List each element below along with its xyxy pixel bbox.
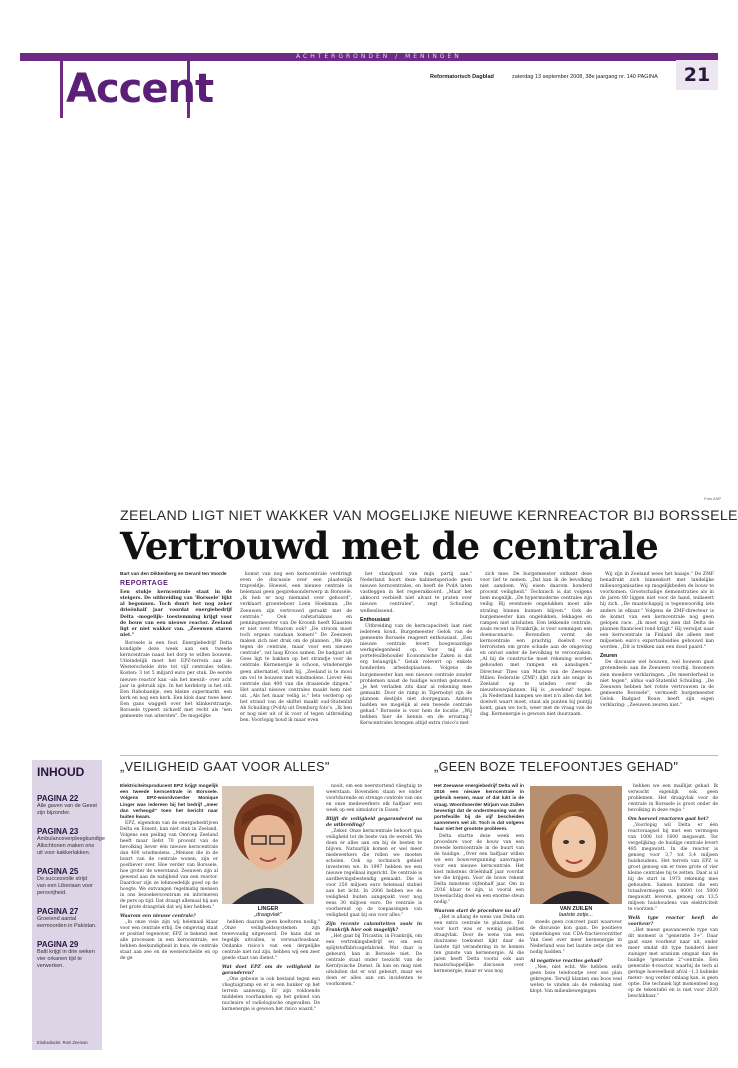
interview2-paragraph: „Nee, niet echt. We hebben zelfs geen boze telefoontje over ons plan gekregen. Terwijl klanten ons boos veel weten te vinden als de rekening niet klopt. Van milieubewegingen — [530, 965, 622, 994]
article-paragraph: komst van nog een kerncentrale verdringt even de discussie over een plaatselijk trapveldje. Hoewel, een nieuwe centrale is helemaal geen gespreksonderwerp in Borssele. „Ik heb er nog niemand over gehoord", verklaart groenteboer Leen Hoekman. „De Zeeuwen zijn vertrouwd geraakt met de centrale." Ook cafetariabaas en penningmeester van De Kroonh heeft Klaasten er niet over. Waarom ook? „De stroom moet toch ergens vandaan komen!" De Zeeuwen maken zich niet druk om de plannen. „We zijn tegen de centrale, maar voor een nieuwe centrale", vat laag Kroos samen. De badgast uit Goes ligt te bakken op het strandje voor de centrale. Kernenergie is schoon, windenergie geen alternatief, vindt hij. „Zeeland is te mooi om vol te bouwen met windmolens. Liever één centrale dan 400 van die draaiende dingen." Het aantal nieuwe centrales maakt hem niet uit. „Als het maar veilig is." Iets verderop op het strand van de skiftet maakt oud-Statenlid Ab Schuiling (PvdA) uit Domburg foto's. „Ik ben er nog niet uit of ik voor of tegen uitbreiding ben. Voorlopig houd ik maar even — [240, 572, 352, 724]
inhoud-sidebar — [32, 760, 105, 1050]
interview1-question: Waarom een nieuwe centrale? — [120, 914, 196, 920]
inhoud-footer: Eindredactie: Roni Zeeman — [37, 1040, 88, 1045]
inhoud-item[interactable] — [37, 940, 97, 970]
van-zuilen-portrait — [530, 786, 622, 904]
interview1-paragraph: „Zeker. Onze kerncentrale behoort qua veiligheid tot de beste van de wereld. We doen er alles aan om bij de besten te blijven. Natuurlijk komen er wel meer medewerkers die rollen we moeten scholen. Ook op technisch gebied investeren we. In 1997 hebben we een nieuwe regelkaal ingericht. De centrale is aardbevingsbestendig gemaakt. Die is voor 250 miljoen euro helemaal stabiel aan het licht. In 2006 hebben we de veiligheid buiten aangepakt voor nog eens 30 miljoen euro. De centrale is voorbereid op de toepassingen van veiligheid gaat bij ons voor alles." — [326, 829, 422, 918]
caption-name: LINGER — [257, 906, 279, 912]
article-paragraph: Borssele is een fout. Energiebedrijf Delta kondigde deze week aan een tweede kerncentrale naast het dorp te willen bouwen. Uiteindelijk moet het EPZ-terrein aan de Westerschelde drie tot vijf centrales tellen. Kosten: 3 tot 5 miljard euro per stuk. De eerste nieuwe reactor kan –als het meezit– over acht jaar in gebruik zijn. In het kerkdorp is het stil. Een Rabobankje, een kleine supermarkt, een kerk en nog een kerk. Een klok daar twee keer. Een gans waggelt over het klinkerstraatje. Borssele typeert zichzelf met recht als "een gemeente van uitersten". De mogelijke — [120, 640, 232, 720]
power-plant-photo — [20, 60, 718, 496]
interview1-question: Zijn recente calamiteiten zoals in Frankrijk hier ook mogelijk? — [326, 922, 422, 933]
interview2-column-1 — [434, 784, 524, 975]
dateline: zaterdag 13 september 2008, 38e jaargang nr. 140 PAGINA — [512, 74, 658, 80]
article-column-4 — [480, 572, 592, 718]
inhoud-item[interactable] — [37, 907, 97, 930]
inhoud-item-text: Ambulanceverpleegkundige Allochtonen maken ons uit voor kakkerlakken. — [37, 836, 105, 856]
interview1-paragraph: „Ons gebouw is ook bestand tegen een vliegtuigramp en er is een bunker op het terrein aanwezig. Er zijn voldoende middelen voorhanden op het gebied van nucleaire of radiologische ongevallen. De kernenergie is gewoon het risico waard." — [222, 977, 320, 1012]
interview2-paragraph: hebben we een maillijst gehad. Ik verwacht eigenlijk ook geen problemen. Het draagvlak voor de centrale in Borssele is groot onder de bevolking in deze regio." — [628, 784, 718, 813]
inhoud-item[interactable] — [37, 794, 97, 817]
article-paragraph: Uitbreiding van de kerncapaciteit laat niet iedereen koud. Burgemeester Gelok van de gemeente Borssele reageert enthousiast. „Een nieuwe centrale levert hoogwaardige werkgelegenheid op. Voor mij als portefeuillehouder Economische Zaken is dat erg belangrijk." Geluk relevert op enkele honderden arbeidsplaatsen. Volgens de burgemeester kan een nieuwe centrale zonder problemen naast de huidige worden gebouwd. „Je het verladen zits daar al rekening mee gemaakt. Door de ramp in Tsjernobyl zijn de plannen destijds niet doorgegaan. Anders hadden we mogelijk al een tweede centrale gehad." Borssele is voor hem de locatie. „Wij hebben hier de kennis en de ervaring." Kerncentrales brengen altijd extra risico's met — [360, 623, 472, 727]
interview2-question: Al negatieve reacties gehad? — [530, 959, 603, 964]
inhoud-item-page: PAGINA 22 — [37, 794, 79, 803]
linger-caption — [222, 906, 314, 918]
subheading-enthousiast: Enthousiast — [360, 616, 390, 623]
subheading-zeuren: Zeuren — [600, 653, 618, 660]
article-column-3 — [360, 572, 472, 727]
caption-quote: laatste zetje... — [559, 912, 593, 918]
interview1-column-1 — [120, 784, 218, 962]
interview2-paragraph: „Het meest geavanceerde type van dit moment is "generatie 3+". Daar gaat onze voorkeur naar uit, onder meer omdat dit type honderd keer zuiniger met uranium omgaat dan de huidige "generatie 2"-centrale. Een generatie 4-reactor, waarbij de tech al geringe hoeveelheid afval –1,3 kubieke meter– nog verder omlaag kan, is geen optie. Die techniek ligt momenteel nog op de tekentafel en is niet voor 2020 beschikbaar." — [628, 928, 718, 999]
article-paragraph: het standpunt van mijn partij aan." Nederland hoort deze kabinetsperiode geen nieuwe kerncentrales, en heeft de PvdA laten vastleggen in het regeerakkoord. „Maar het akkoord verbiedt niet alvast te praten over nieuwe centrales", zegt Schuiling welbeslissend. — [360, 572, 472, 614]
interview1-title: „VEILIGHEID GAAT VOOR ALLES" — [120, 760, 330, 774]
article-column-2 — [240, 572, 352, 724]
inhoud-item-text: Alle gaven van de Geest zijn bijzonder. — [37, 803, 97, 816]
interview1-question: Wat doet EPZ om de veiligheid te garanderen? — [222, 965, 320, 976]
interview2-paragraph: „Het is allang de wens van Delta om een extra centrale te plaatsen. Tot voor kort was er weinig politiek draagvlak. Door de wens van een duurzame toekomst lijkt daar de laatste tijd verandering in te komen ten gunste van kernenergie. Al die jaren heeft Delta vooral ook aan maatschappelijke discussie over kernenergie, maar er was nog — [434, 914, 524, 974]
interview2-paragraph: steeds geen concreet punt waarover de discussie kon gaan. De positieve opmerkingen van CDA-fractievoorzitter Van Geel over meer kernenergie in Nederland was het laatste zetje dat we nodig hadden." — [530, 920, 622, 955]
article-label: REPORTAGE — [120, 580, 169, 588]
inhoud-title: INHOUD — [37, 765, 85, 779]
inhoud-item-page: PAGINA 25 — [37, 867, 79, 876]
caption-name: VAN ZUILEN — [559, 906, 593, 912]
inhoud-item-page: PAGINA 29 — [37, 940, 79, 949]
article-paragraph: zich mee. De burgemeester ontkent deze voor lief te nemen. „Dat kan ik de bevolking niet aandoen. Wij eisen daarom honderd procent veiligheid." Technisch is dat volgens hem mogelijk. „De hypermoderne centrales zijn veilig. Bij eventuele ongelukken moet alle straling binnen kunnen blijven." Ook de burgemeester kan ongelukken, lekkages en rampen niet uitsluiten. Een lekkende centrale, zoals recent in Frankrijk, is voor sommigen een doemscenario. Bovendien vormt de kerncentrale een prachtig doelwit voor terroristen om grote schade aan de omgeving en onrust onder de bevolking te veroorzaken. „Al bij de constructie moet rekening worden gehouden met rampen en aanslagen." Directeur Theo van Marle van de Zeeuwse Milieu Federatie (ZMF) lijkt zich als enige in Zeeland op te winden over de nieuwbouwplannen. Hij is „woedend" tegen. „In Nederland kampen we met n'n allen dat het doelwit waart moet, staat als punten bij puntjij komt, gaan we toch, weer met de vraag van de dag. Kernenergie is gewoon niet duurzaam. — [480, 572, 592, 718]
inhoud-item-text: Groeiend aantal eermoorden in Pakistan. — [37, 916, 97, 929]
interview1-column-3 — [326, 784, 422, 988]
interview1-paragraph: „In onze visie zijn wij helemaal klaar voor een centrale erbij. De omgeving staat er positief tegenover, EPZ is bekend met alle processen in een kerncentrale, we hebben deskundigheid in huis, de centrale staat aan zee en de westerschelde en op de ge — [120, 920, 218, 962]
photo-credit: Foto ANP — [704, 496, 722, 501]
interview1-paragraph: nooit, om een neerstortend vliegtuig te weerstaan. Bovendien staan we onder voortdurende en strenge controle van ons en onze medewerkers elk halfjaar een week op een simulator in Essen." — [326, 784, 422, 813]
article-intro: Een stukje kerncentrale staat in de steigers. De uitbreiding van 'Borssele' lijkt al begonnen. Toch duurt het nog zeker drieënhalf jaar voordat energiebedrijf Delta –mogelijk– toestemming krijgt voor de bouw van een nieuwe reactor. Zeeland ligt er niet wakker van. „Zeeuwen staren niet." — [120, 590, 232, 638]
article-headline: Vertrouwd met de centrale — [120, 524, 659, 568]
interview1-question: Blijft de veiligheid gegarandeerd na de uitbreiding? — [326, 817, 422, 828]
inhoud-item-text: De succesvolle strijd van een Liberiaan voor persvrijheid. — [37, 876, 93, 896]
interview2-question: Om hoeveel reactoren gaat het? — [628, 817, 709, 822]
inhoud-item[interactable] — [37, 827, 105, 857]
publication-name: Reformatorisch Dagblad — [430, 74, 494, 80]
interview1-paragraph: hebben daarom geen koeltoren nodig." „Onze veiligheidssystemen zijn tweevoudig uitgevoerd. De kans dat ze tegelijk uitvallen, is verwaarloosbaar. Ondanks risico’s van een dergelijke centrale niet nul zijn, hebben wij een zeer goede staat van dienst." — [222, 920, 320, 961]
page-number: 21 — [676, 60, 718, 90]
article-paragraph: Wij zijn in Zeeland wees het baasje." De ZMF benadrukt zich binnenkort met landelijke milieuorganisaties op mogelijkheden de bouw te voorkomen. Grootschalige demonstraties als in de jaren 80 liggen niet voor de hand, nuliseert hij zich. „De maatschappij is tegenwoordig iets anders in elkaar." Volgens de ZMF-directeur is de komst van een kerncentrale nog geen gelopen race. „Ik moet nog zien dat Delta de plannen financieel rond krijgt." Hij verwijst naar een kerncentrale in Finland die alleen met miljoenen euro's exportsubsidies gebouwd kan worden. „Dit is trekken aan een dood paard." — [600, 572, 714, 651]
inhoud-item-page: PAGINA 27 — [37, 907, 79, 916]
inhoud-item-text: Balti krijgt in drie weken vier orkanen tijd te verwerken. — [37, 949, 95, 969]
linger-portrait — [222, 786, 314, 904]
byline: Bart van den Dikkenberg en Gerard ten Voorde — [120, 572, 227, 577]
section-title: Accent — [66, 66, 214, 112]
interview2-question: Welk type reactor heeft de voorkeur? — [628, 916, 718, 927]
interview2-paragraph: „Voorlopig wil Delta er één reactoraagsel bij met een vermogen van 1000 tot 1600 megawatt. Ter vergelijking: de huidige centrale levert 485 megawatt. In die reactor is genoeg voor 3,7 tot 3,4 miljoen huishoudens. Het terrein van EPZ is groot genoeg om er twee grote of vier kleine centrales bij te zetten. Daar is al bij de start in 1973 rekening mee gehouden. Samen kunnen die een totaalvermogen van 4000 tot 5000 megawatt leveren, genoeg om 13,5 miljoen huishoudens van elektriciteit te voorzien." — [628, 823, 718, 912]
article-column-5 — [600, 572, 714, 709]
section-label: ACHTERGRONDEN / MENINGEN — [296, 53, 462, 60]
interview2-lead: Het Zeeuwse energiebedrijf Delta wil in 2016 een nieuwe kerncentrale in gebruik nemen, maar of dat lukt is de vraag. Woordvoerder Mirjam van Zuilen bevestigt dat de ondersteuning van de portefeuille bij de vijf bescheiden aannemers wel zit. Toch is dat volgens haar niet het grootste probleem. — [434, 784, 525, 833]
article-kicker: ZEELAND LIGT NIET WAKKER VAN MOGELIJKE NIEUWE KERNREACTOR BIJ BORSSELE — [120, 508, 738, 524]
article-column-1 — [120, 572, 232, 720]
article-paragraph: De discussie wel bouwen, wel bouwen gaat grotendeels aan de Zeeuwen voorbij. Inwoners zien moeilere verklaringen. „De meerderheid is niet tegen", aldus oud-Statenlid Schuiling. „De Zeeuwen hebben het rotste vertrouwen in de gemeente Borssele", vermoedt burgemeester Gelok. Badgast Rouw heeft zijn eigen verklaring: „Zeeuwen zeuren niet." — [600, 660, 714, 708]
interview1-paragraph: EPZ, eigendom van de energiebedrijven Delta en Essent, kan niet stuk in Zeeland. Volgens een peiling van Omroep Zeeland heeft maar liefst 70 procent van de bevolking liever één nieuwe kerncentrale dan 400 windmolens. „Mensen die in de buurt van de centrale wonen, zijn er positiever over. Hoe verder van Borssele, hoe groter de weerstand. Zeeuwen zijn al gewend aan de nabijheid van een reactor. Daardoor zijn ze lehmoedelijk goed op de hoogte. We ontvangen regelmatig mensen in ons bezoekerscentrum en informeren de pers op tijd. Dat draagt allemaal bij aan het grote draagvlak dat wij hier hebben." — [120, 821, 218, 911]
inhoud-item[interactable] — [37, 867, 97, 897]
interview1-lead: Elektriciteitsproducent EPZ krijgt mogelijk een tweede kerncentrale in Borssele. Volgens EPZ-woordvoerder Monique Linger was iedereen bij het bedrijf „meer dan verheugd" toen het bericht naar buiten kwam. — [120, 784, 218, 821]
section-divider — [120, 755, 718, 756]
interview2-column-3 — [628, 784, 718, 1000]
interview2-paragraph: Delta startte deze week een procedure voor de bouw van een tweede kerncentrale in de buurt van de huidige. „Over een halfjaar willen we een bouwvergunning aanvragen voor een nieuwe kerncentrale. Het kost minstens drieënhalf jaar voordat we die krijgen. Voor de bouw rekent Delta minstens vijfenhalf jaar. Om in 2016 klaar te zijn, is vooral een tweeslachtig doel en een enorme steun nodig." — [434, 833, 524, 905]
van-zuilen-caption — [530, 906, 622, 918]
inhoud-item-page: PAGINA 23 — [37, 827, 79, 836]
interview2-column-2 — [530, 920, 622, 995]
interview1-paragraph: „Het gaat bij Tricastin, in Frankrijk, om een vertrekingsbedrijf en om een splijtstoffabricagefabriek. Wat daar is gebeurd, kan in Borssele niet. De centrale staat onder toezicht van de Kernfysische Dienst. Ik kan en mag niet uitsluiten dat er wat gebeurt, maar we doen er alles aan om incidenten te voorkomen." — [326, 934, 422, 987]
interview1-column-2 — [222, 920, 320, 1013]
caption-quote: „draagvlak" — [254, 912, 282, 918]
interview2-title: „GEEN BOZE TELEFOONTJES GEHAD" — [434, 760, 679, 774]
interview2-question: Waarom start de procedure nu al? — [434, 908, 521, 914]
